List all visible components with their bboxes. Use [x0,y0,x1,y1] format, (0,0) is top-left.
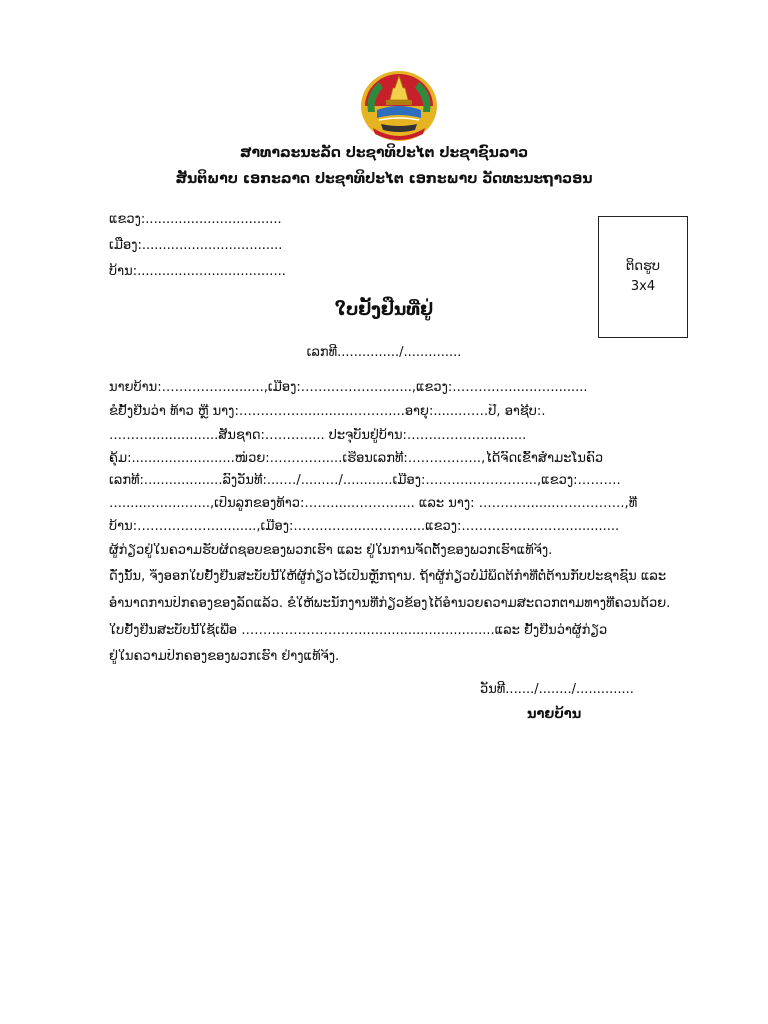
country-name-heading: ສາທາລະນະລັດ ປະຊາທິປະໄຕ ປະຊາຊົນລາວ [239,145,529,161]
body-line: ບ້ານ:………………..........,ເມືອງ:……..……......…….....ແຂວງ:……………………............. [109,519,620,534]
photo-size: 3x4 [630,279,656,294]
document-title: ໃບຢັ້ງຢືນທີ່ຢູ່ [334,300,434,320]
photo-label: ຕິດຮູບ [625,259,661,274]
district-field: ເມືອງ:.................................. [109,238,283,253]
village-field: ບ້ານ:.................................... [109,264,286,279]
body-line: …......…......…...,ເປັນລູກຂອງທ້າວ:……......………..... ແລະ ນາງ: …………......…………….,ທີ່ [109,496,638,511]
body-line: ຂໍຢັ້ງຢືນວ່າ ທ້າວ ຫຼື ນາງ:……………...........………....ອາຍຸ:.......……ປີ, ອາຊີບ:. [109,404,546,419]
body-line: ດັ່ງນັ້ນ, ຈຶ່ງອອກໃບຢັ້ງຢືນສະບັບນີ້ໃຫ້ຜູ້ກ່ຽວໄວ້ເປັນຫຼັກຖານ. ຖ້າຜູ້ກ່ຽວບໍ່ມີພຶດຕິກຳທີ່ຕໍ່ຕ້ານກັບປະຊາຊົນ ແລະ [109,569,667,584]
body-line: ຄຸ້ມ:.........................ໜ່ວຍ:………….....ເຮືອນເລກທີ:……………..,ໄດ້ຈົດເຂົ້າສຳມະໂນຄົວ [109,451,604,466]
body-line: ອຳນາດການປົກຄອງຂອງລັດແລ້ວ. ຂໍໃຫ້ພະນັກງານທີ່ກ່ຽວຂ້ອງໄດ້ອຳນວຍຄວາມສະດວກຕາມທາງທີ່ຄວນດ້ວຍ. [109,596,671,611]
body-line: ຢູ່ໃນຄວາມປົກຄອງຂອງພວກເຮົາ ຢ່າງແທ້ຈິງ. [109,649,340,664]
date-field: ວັນທີ......./......../.............. [480,682,634,697]
body-line: ຜູ້ກ່ຽວຢູ່ໃນຄວາມຮັບຜິດຊອບຂອງພວກເຮົາ ແລະ ຢູ່ໃນການຈັດຕັ້ງຂອງພວກເຮົາແທ້ຈິງ. [109,543,553,558]
body-line: ໃບຢັ້ງຢືນສະບັບນີ້ໃຊ້ເພື່ອ ……………………….................................ແລະ ຢັ້ງຢືນວ່າຜູ້ກ່ຽວ [109,623,608,638]
body-line: ເລກທີ:...................ລົງວັນທີ:....…/......…/............ເມືອງ:………..…………...,ແຂວງ:………. [109,473,621,488]
village-chief-signature-label: ນາຍບ້ານ [527,707,582,722]
lao-national-emblem-icon [359,66,439,142]
body-line: ……….................ສັນຊາດ:………..... ປະຈຸບັນຢູ່ບ້ານ:……..…………........ [109,428,527,443]
province-field: ແຂວງ:................................. [109,212,282,227]
document-number: ເລກທີ.............../.............. [306,345,462,360]
national-motto: ສັນຕິພາບ ເອກະລາດ ປະຊາທິປະໄຕ ເອກະພາບ ວັດທະນະຖາວອນ [175,171,593,187]
body-line: ນາຍບ້ານ:…………….........,ເມືອງ:…….……….…......,ແຂວງ:……….….......…......... [109,380,588,395]
